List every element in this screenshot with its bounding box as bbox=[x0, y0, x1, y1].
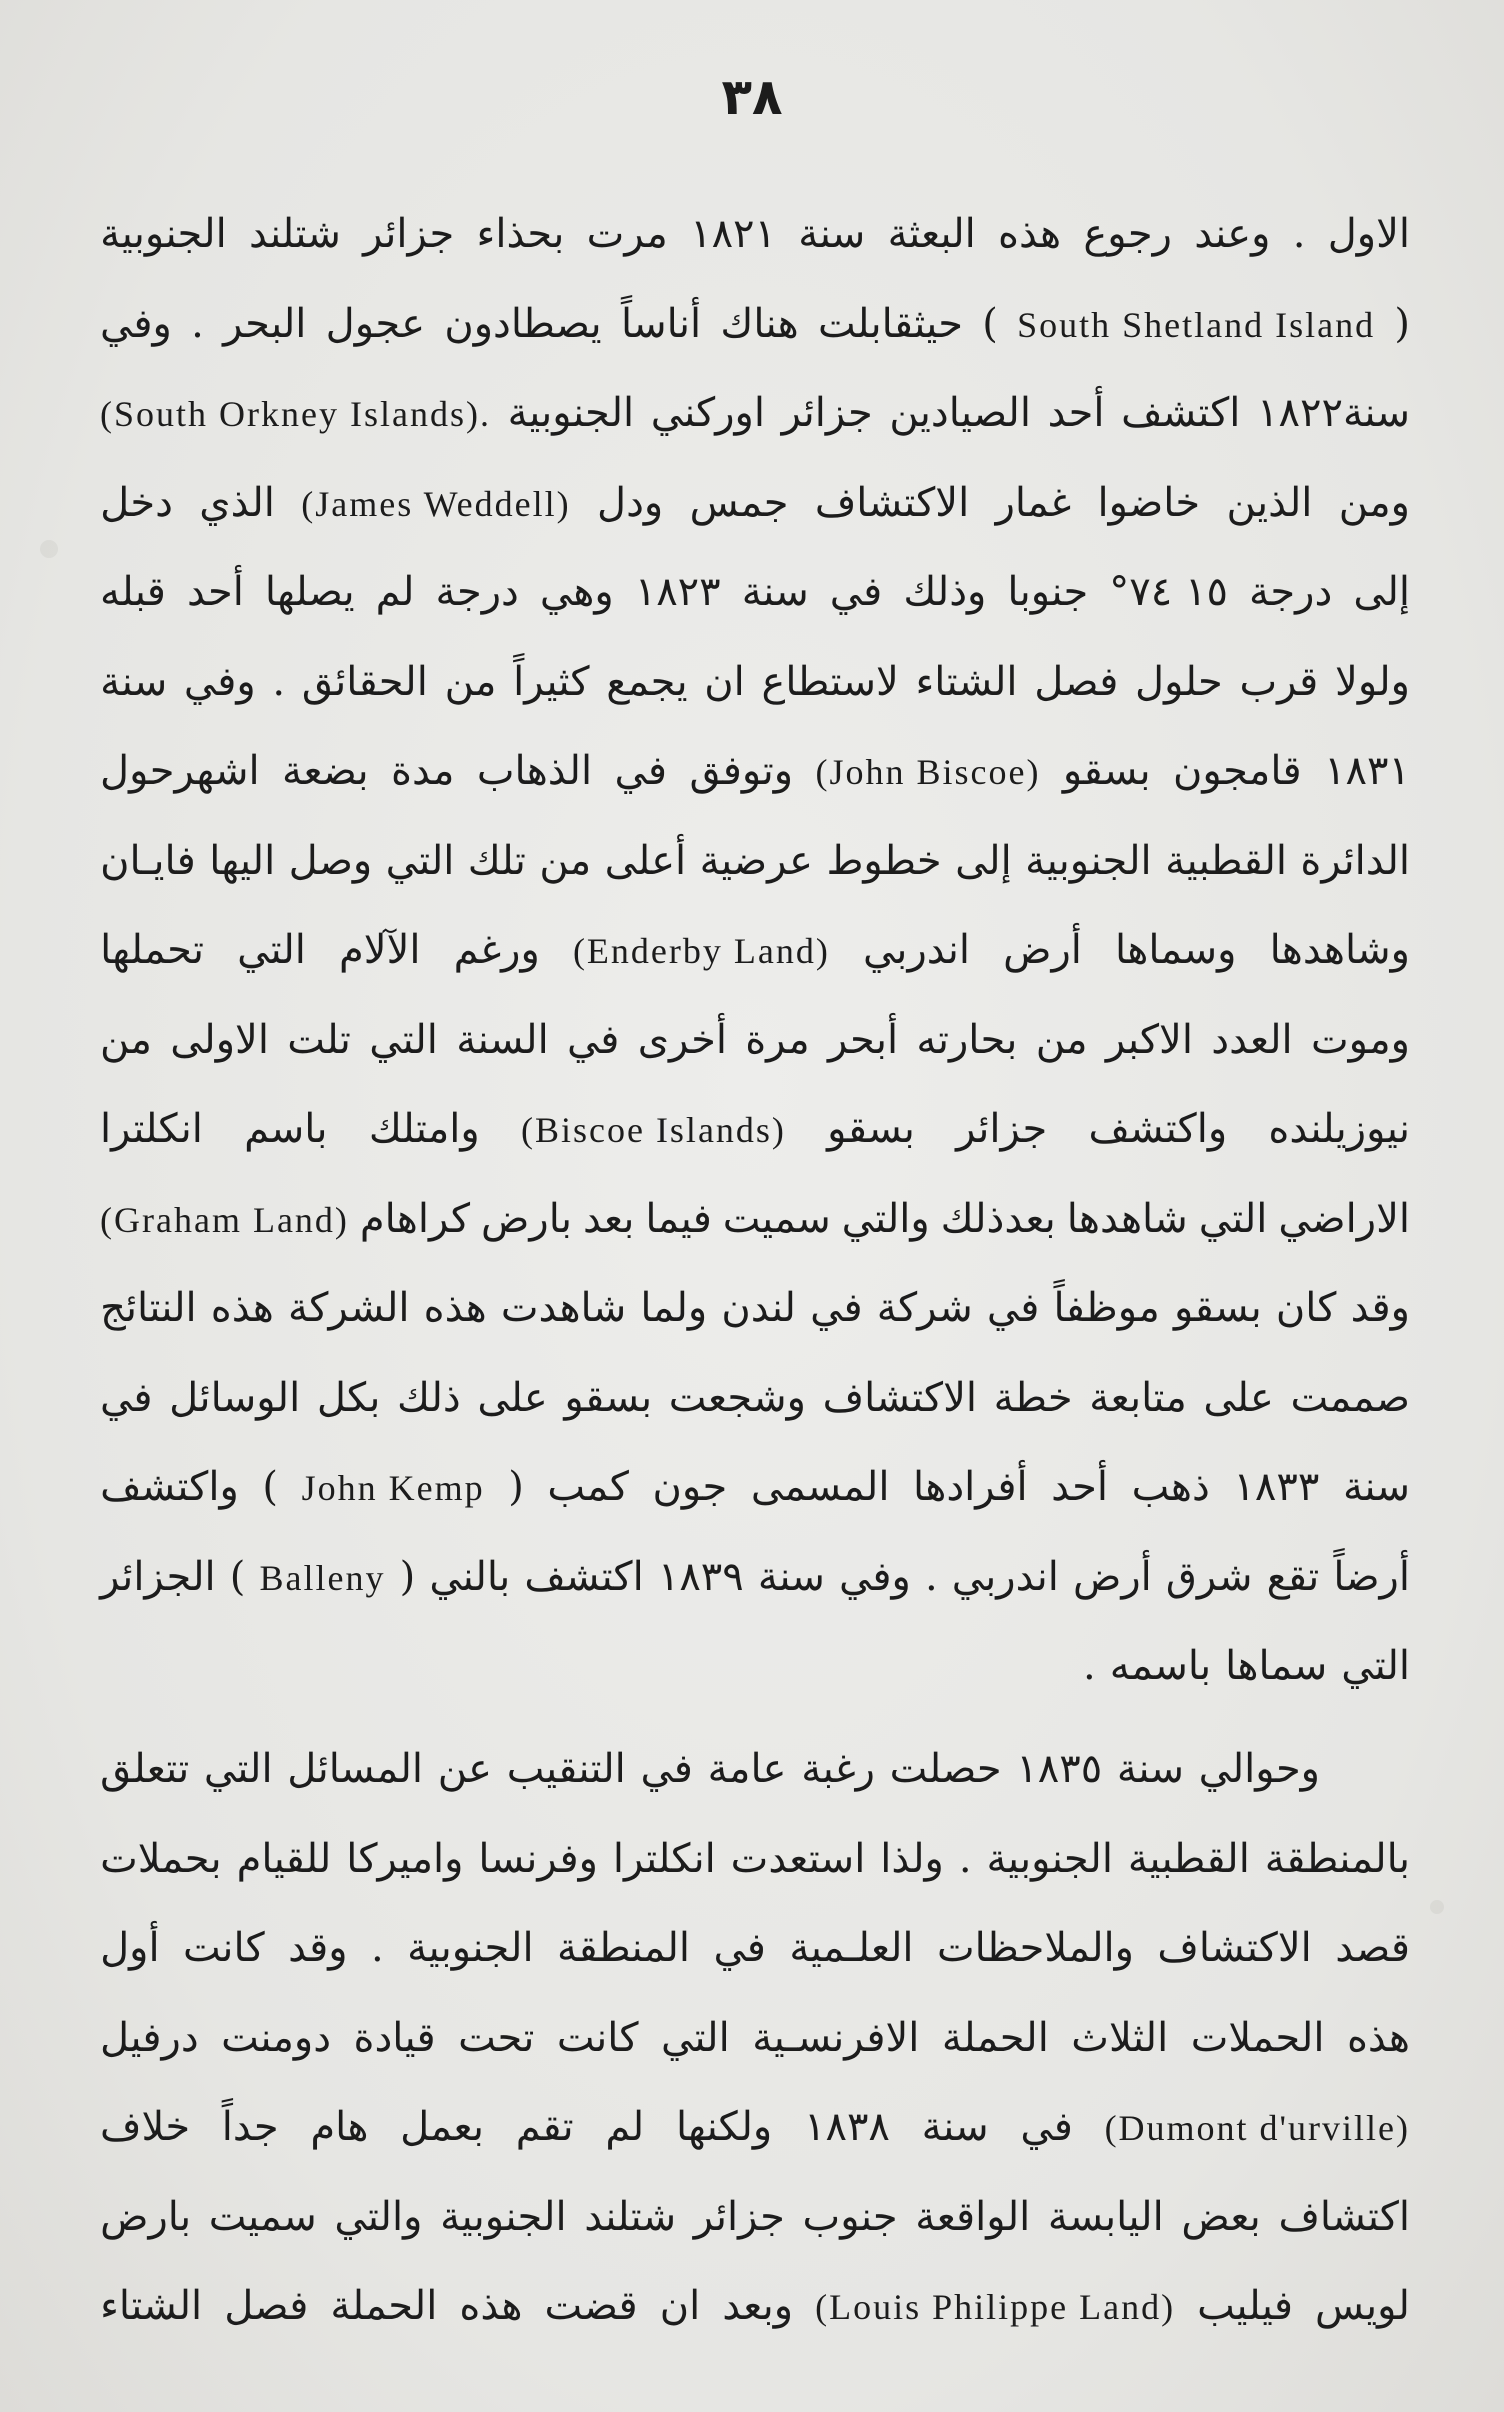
word: في bbox=[100, 1374, 153, 1421]
word: الحقائق bbox=[301, 658, 428, 705]
word: وشاهدها bbox=[1269, 927, 1410, 973]
word: قيادة bbox=[353, 2014, 436, 2061]
latin-term: (James Weddell) bbox=[301, 483, 571, 524]
word: والملاحظات bbox=[936, 1925, 1134, 1971]
word: في bbox=[713, 1925, 766, 1971]
word: كان bbox=[1275, 1285, 1337, 1331]
word: الذهاب bbox=[476, 748, 593, 794]
word: يصطادون bbox=[444, 300, 602, 347]
word: وموت bbox=[1310, 1016, 1410, 1063]
word: والتي bbox=[841, 1195, 930, 1242]
word: جزائر bbox=[363, 211, 455, 257]
word: جزائر bbox=[693, 2193, 785, 2240]
word: الاكتشاف bbox=[822, 1374, 977, 1421]
word: وصل bbox=[288, 837, 373, 884]
word: . bbox=[924, 1553, 938, 1600]
word: فيما bbox=[645, 1195, 712, 1242]
word: والتي bbox=[334, 2193, 423, 2240]
word: خطة bbox=[993, 1374, 1073, 1421]
word: جمس bbox=[689, 479, 789, 526]
word: كراهام bbox=[359, 1195, 471, 1242]
word: وحوالي bbox=[1198, 1746, 1320, 1792]
word: دومنت bbox=[221, 2014, 332, 2061]
word: خلاف bbox=[100, 2104, 191, 2150]
word: بعض bbox=[1181, 2193, 1261, 2240]
word: سنة bbox=[921, 2104, 989, 2150]
word: سنة bbox=[100, 658, 168, 705]
word: هذه bbox=[998, 211, 1062, 257]
word: ) bbox=[982, 300, 998, 347]
word: ( bbox=[508, 1464, 524, 1510]
page-number: ٣٨ bbox=[721, 68, 783, 126]
word: . bbox=[191, 300, 204, 347]
word: القطبية bbox=[1127, 1835, 1250, 1882]
word: البعثة bbox=[887, 211, 976, 257]
word: بسقو bbox=[1173, 1285, 1262, 1331]
word: رغبة bbox=[801, 1746, 875, 1792]
latin-term: (Biscoe Islands) bbox=[520, 1110, 786, 1150]
word: تلت bbox=[287, 1016, 351, 1063]
word: بحارته bbox=[916, 1016, 1018, 1063]
word: في bbox=[986, 1285, 1040, 1331]
word: جون bbox=[652, 1464, 728, 1510]
word: الحملة bbox=[330, 2283, 438, 2329]
word: السنة bbox=[456, 1016, 549, 1063]
word: ١٥ ٧٤° bbox=[1109, 569, 1228, 615]
word: بحذاء bbox=[476, 211, 565, 257]
word: في bbox=[1020, 2104, 1073, 2150]
word: الواقعة bbox=[915, 2193, 1031, 2240]
latin-term: (Dumont d'urville) bbox=[1104, 2108, 1410, 2148]
word: . bbox=[370, 1925, 384, 1971]
word: وامتلك bbox=[368, 1106, 480, 1152]
word: جزائر bbox=[781, 390, 873, 436]
word: الوسائل bbox=[169, 1374, 301, 1421]
word: سنة bbox=[798, 211, 866, 257]
word: ذهب bbox=[1131, 1464, 1210, 1510]
word: بضعة bbox=[282, 748, 369, 794]
word: وفي bbox=[183, 658, 256, 705]
paragraph-2 bbox=[100, 1725, 1410, 2352]
word: لاستطاع bbox=[761, 658, 899, 705]
word: ١٨٣٩ bbox=[657, 1553, 744, 1600]
text-line bbox=[100, 996, 1410, 1086]
word: حلول bbox=[1135, 658, 1223, 705]
word: شاهدت bbox=[500, 1285, 627, 1331]
word: الثلاث bbox=[1071, 2014, 1169, 2061]
word: من bbox=[1035, 1016, 1088, 1063]
word: في bbox=[640, 1746, 693, 1792]
word: الاراضي bbox=[1278, 1195, 1410, 1242]
word: الشتاء bbox=[100, 2283, 203, 2329]
word: واكتشف bbox=[100, 1464, 239, 1510]
word: لويس bbox=[1315, 2283, 1410, 2329]
word: في bbox=[829, 569, 883, 615]
text-line bbox=[100, 1725, 1410, 1815]
word: أحد bbox=[1051, 1464, 1109, 1510]
word: أرضاً bbox=[1333, 1553, 1410, 1600]
word: وقد bbox=[1350, 1285, 1410, 1331]
word: بعمل bbox=[400, 2104, 484, 2150]
word: أعلى bbox=[604, 837, 687, 884]
word: ومن bbox=[1338, 479, 1410, 526]
word: حيثقابلت bbox=[818, 300, 963, 347]
word: كانت bbox=[183, 1925, 265, 1971]
word: التي bbox=[1341, 1643, 1410, 1689]
word: ) bbox=[229, 1553, 246, 1600]
word: أبحر bbox=[827, 1016, 899, 1063]
word: إلى bbox=[1353, 569, 1410, 615]
paper-stain bbox=[1430, 1900, 1444, 1914]
word: لندن bbox=[721, 1285, 796, 1331]
text-line bbox=[100, 1815, 1410, 1905]
word: أرض bbox=[1072, 1553, 1152, 1600]
text-line bbox=[100, 280, 1410, 370]
word: اكتشف bbox=[1121, 390, 1241, 436]
word: هذه bbox=[459, 2283, 523, 2329]
word: أرض bbox=[1003, 927, 1082, 973]
word: أحد bbox=[1047, 390, 1105, 436]
word: . bbox=[958, 1835, 972, 1882]
word: بارض bbox=[100, 2193, 192, 2240]
latin-term: (John Biscoe) bbox=[815, 752, 1041, 792]
word: تقع bbox=[1266, 1553, 1320, 1600]
word: وشجعت bbox=[668, 1374, 806, 1421]
word: وفي bbox=[839, 1553, 911, 1600]
word: شاهدها bbox=[1066, 1195, 1188, 1242]
word: واكتشف bbox=[1088, 1106, 1228, 1152]
word: المنطقة bbox=[557, 1925, 691, 1971]
word: الصيادين bbox=[889, 390, 1031, 436]
word: التي bbox=[237, 927, 306, 973]
word: هذه bbox=[1346, 2014, 1410, 2061]
word: سنة bbox=[1116, 1746, 1184, 1792]
word: النتائج bbox=[100, 1285, 197, 1331]
word: عامة bbox=[707, 1746, 787, 1792]
latin-term: South Shetland Island bbox=[1017, 304, 1376, 345]
word: انكلترا bbox=[100, 1106, 203, 1152]
word: بالني bbox=[429, 1553, 511, 1600]
word: بسقو bbox=[564, 1374, 653, 1421]
word: خاضوا bbox=[1097, 479, 1201, 526]
text-line bbox=[100, 2173, 1410, 2263]
word: على bbox=[1203, 1374, 1274, 1421]
word: ورغم bbox=[453, 927, 540, 973]
word: قضت bbox=[544, 2283, 638, 2329]
word: للقيام bbox=[236, 1835, 332, 1882]
word: بالمنطقة bbox=[1264, 1835, 1410, 1882]
word: واميركا bbox=[346, 1835, 464, 1882]
word: الجنوبية bbox=[1025, 837, 1152, 884]
word: الاكبر bbox=[1105, 1016, 1193, 1063]
word: شتلند bbox=[584, 2193, 677, 2240]
text-line bbox=[100, 548, 1410, 638]
text-line bbox=[100, 727, 1410, 817]
word: في bbox=[614, 748, 667, 794]
word: بعد bbox=[582, 1195, 635, 1242]
word: وفي bbox=[100, 300, 172, 347]
word: اندربي bbox=[862, 927, 970, 973]
word: وبعد bbox=[722, 2283, 794, 2329]
word: المسائل bbox=[287, 1746, 424, 1792]
word: الجنوبية bbox=[100, 211, 227, 257]
word: ولولا bbox=[1335, 658, 1410, 705]
word: بحملات bbox=[100, 1835, 222, 1882]
word: وقد bbox=[288, 1925, 348, 1971]
word: ذلك bbox=[397, 1374, 461, 1421]
word: الجنوبية bbox=[507, 390, 635, 436]
word: تتعلق bbox=[100, 1746, 190, 1792]
word: اليها bbox=[209, 837, 276, 884]
word: بسقو bbox=[827, 1106, 915, 1152]
word: في bbox=[566, 1016, 620, 1063]
word: قرب bbox=[1239, 658, 1319, 705]
word: باسم bbox=[244, 1106, 328, 1152]
word: وهي bbox=[539, 569, 614, 615]
latin-term: John Kemp bbox=[301, 1468, 485, 1508]
word: عن bbox=[437, 1746, 493, 1792]
word: مدة bbox=[391, 748, 455, 794]
word: بارض bbox=[481, 1195, 573, 1242]
word: ١٨٣٨ bbox=[803, 2104, 890, 2150]
word: ١٨٣١ bbox=[1324, 748, 1410, 794]
latin-term: (Graham Land) bbox=[100, 1199, 349, 1240]
word: الشركة bbox=[287, 1285, 410, 1331]
text-line bbox=[100, 1622, 1410, 1712]
word: درفيل bbox=[100, 2014, 199, 2061]
word: درجة bbox=[435, 569, 519, 615]
word: انكلترا bbox=[612, 1835, 716, 1882]
word: تحت bbox=[458, 2014, 535, 2061]
word: وتوفق bbox=[689, 748, 794, 794]
word: فيليب bbox=[1197, 2283, 1293, 2329]
word: كثيراً bbox=[513, 658, 590, 705]
word: تلك bbox=[467, 837, 526, 884]
word: جزائر bbox=[956, 1106, 1048, 1152]
word: لم bbox=[605, 2104, 645, 2150]
word: لم bbox=[375, 569, 415, 615]
word: أناساً bbox=[620, 300, 702, 347]
text-line bbox=[100, 1533, 1410, 1623]
text-line bbox=[100, 190, 1410, 280]
word: وفرنسا bbox=[478, 1835, 598, 1882]
word: وسماها bbox=[1115, 927, 1237, 973]
word: وذلك bbox=[903, 569, 987, 615]
latin-term: Balleny bbox=[259, 1557, 386, 1598]
word: من bbox=[444, 658, 497, 705]
word: سنة bbox=[1342, 1464, 1410, 1510]
latin-term: (Louis Philippe Land) bbox=[815, 2287, 1176, 2327]
word: درجة bbox=[1248, 569, 1333, 615]
word: من bbox=[100, 1016, 152, 1063]
word: . bbox=[1083, 1643, 1096, 1689]
word: . bbox=[272, 658, 286, 705]
word: اكتشف bbox=[524, 1553, 644, 1600]
word: يجمع bbox=[606, 658, 688, 705]
word: القطبية bbox=[1165, 837, 1287, 884]
text-line bbox=[100, 817, 1410, 907]
word: كمب bbox=[547, 1464, 629, 1510]
word: مرة bbox=[745, 1016, 810, 1063]
word: استعدت bbox=[730, 1835, 866, 1882]
word: أحد bbox=[186, 569, 244, 615]
paragraph-1 bbox=[100, 190, 1410, 1712]
word: التي bbox=[385, 837, 455, 884]
word: إلى bbox=[955, 837, 1012, 884]
word: باسمه bbox=[1109, 1643, 1212, 1689]
word: تحملها bbox=[100, 927, 205, 973]
word: المسمى bbox=[750, 1464, 890, 1510]
word: الاولى bbox=[170, 1016, 269, 1063]
word: رجوع bbox=[1083, 211, 1172, 257]
word: جنوب bbox=[802, 2193, 898, 2240]
word: اشهرحول bbox=[100, 748, 260, 794]
word: ( bbox=[399, 1553, 416, 1600]
word: الاول bbox=[1327, 211, 1410, 257]
word: الآلام bbox=[339, 927, 421, 973]
word: ( bbox=[1394, 300, 1410, 347]
word: كانت bbox=[556, 2014, 639, 2061]
word: العدد bbox=[1211, 1016, 1293, 1063]
word: ١٨٢١ bbox=[690, 211, 777, 257]
word: سميت bbox=[208, 2193, 317, 2240]
word: بكل bbox=[316, 1374, 381, 1421]
word: فصل bbox=[1034, 658, 1119, 705]
word: الاكتشاف bbox=[814, 479, 970, 526]
word: موظفاً bbox=[1053, 1285, 1160, 1331]
word: الحملة bbox=[941, 2014, 1049, 2061]
word: اندربي bbox=[951, 1553, 1059, 1600]
word: البحر bbox=[223, 300, 307, 347]
word: في bbox=[810, 1285, 863, 1331]
word: الدائرة bbox=[1300, 837, 1410, 884]
word: تقم bbox=[515, 2104, 574, 2150]
word: يصلها bbox=[264, 569, 355, 615]
word: قبله bbox=[100, 569, 166, 615]
word: بسقو bbox=[1062, 748, 1151, 794]
word: سماها bbox=[1225, 1643, 1328, 1689]
word: الجنوبية bbox=[407, 1925, 534, 1971]
word: ولذا bbox=[880, 1835, 944, 1882]
word: غمار bbox=[995, 479, 1072, 526]
word: صممت bbox=[1290, 1374, 1410, 1421]
word: سنة١٨٢٢ bbox=[1257, 390, 1410, 436]
word: متابعة bbox=[1089, 1374, 1187, 1421]
word: العلـمية bbox=[789, 1925, 914, 1971]
word: الذين bbox=[1226, 479, 1313, 526]
word: شركة bbox=[876, 1285, 973, 1331]
word: اوركني bbox=[650, 390, 765, 436]
word: التنقيب bbox=[506, 1746, 626, 1792]
word: ١٨٣٥ bbox=[1016, 1746, 1103, 1792]
word: بعدذلك bbox=[940, 1195, 1056, 1242]
word: عرضية bbox=[699, 837, 814, 884]
word: ودل bbox=[597, 479, 664, 526]
word: الاكتشاف bbox=[1157, 1925, 1312, 1971]
word: سنة bbox=[757, 1553, 825, 1600]
word: الحملات bbox=[1190, 2014, 1325, 2061]
text-line bbox=[100, 459, 1410, 549]
text-line bbox=[100, 1994, 1410, 2084]
word: الافرنسـية bbox=[752, 2014, 920, 2061]
word: ١٨٣٣ bbox=[1233, 1464, 1320, 1510]
word: نيوزيلنده bbox=[1268, 1106, 1410, 1152]
word: هناك bbox=[720, 300, 799, 347]
text-line bbox=[100, 1085, 1410, 1175]
word: التي bbox=[1198, 1195, 1268, 1242]
latin-term: (South Orkney Islands). bbox=[100, 394, 491, 434]
word: الذي bbox=[199, 479, 275, 526]
word: هذه bbox=[210, 1285, 274, 1331]
word: . bbox=[1292, 211, 1306, 257]
word: ان bbox=[659, 2283, 701, 2329]
word: قامجون bbox=[1173, 748, 1302, 794]
text-line bbox=[100, 2262, 1410, 2352]
word: عجول bbox=[325, 300, 426, 347]
word: الشتاء bbox=[915, 658, 1018, 705]
word: التي bbox=[203, 1746, 273, 1792]
text-line bbox=[100, 1175, 1410, 1265]
word: ) bbox=[262, 1464, 278, 1510]
text-line bbox=[100, 2083, 1410, 2173]
word: خطوط bbox=[826, 837, 942, 884]
paper-stain bbox=[40, 540, 58, 558]
word: ولما bbox=[640, 1285, 708, 1331]
text-line bbox=[100, 638, 1410, 728]
text-line bbox=[100, 906, 1410, 996]
word: أفرادها bbox=[913, 1464, 1028, 1510]
word: أول bbox=[100, 1925, 160, 1971]
word: مرت bbox=[586, 211, 668, 257]
word: هذه bbox=[423, 1285, 487, 1331]
word: اكتشاف bbox=[1278, 2193, 1410, 2240]
text-line bbox=[100, 1443, 1410, 1533]
word: ان bbox=[704, 658, 745, 705]
word: هام bbox=[310, 2104, 369, 2150]
word: على bbox=[477, 1374, 548, 1421]
word: من bbox=[539, 837, 592, 884]
latin-term: (Enderby Land) bbox=[572, 931, 830, 971]
word: ١٨٢٣ bbox=[634, 569, 721, 615]
word: التي bbox=[369, 1016, 438, 1063]
word: سميت bbox=[722, 1195, 831, 1242]
word: فايـان bbox=[100, 837, 196, 884]
word: التي bbox=[661, 2014, 730, 2061]
word: شرق bbox=[1165, 1553, 1253, 1600]
text-line bbox=[100, 369, 1410, 459]
word: ولكنها bbox=[675, 2104, 773, 2150]
word: قصد bbox=[1335, 1925, 1410, 1971]
text-line bbox=[100, 1264, 1410, 1354]
text-line bbox=[100, 1354, 1410, 1444]
word: الجنوبية bbox=[986, 1835, 1113, 1882]
word: أخرى bbox=[637, 1016, 727, 1063]
word: سنة bbox=[741, 569, 809, 615]
word: الجزائر bbox=[100, 1553, 216, 1600]
word: جداً bbox=[221, 2104, 279, 2150]
word: فصل bbox=[224, 2283, 309, 2329]
word: الجنوبية bbox=[440, 2193, 567, 2240]
word: دخل bbox=[100, 479, 173, 526]
text-line bbox=[100, 1904, 1410, 1994]
word: اليابسة bbox=[1047, 2193, 1164, 2240]
word: شتلند bbox=[248, 211, 341, 257]
word: حصلت bbox=[889, 1746, 1002, 1792]
word: جنوبا bbox=[1007, 569, 1089, 615]
word: وعند bbox=[1194, 211, 1271, 257]
